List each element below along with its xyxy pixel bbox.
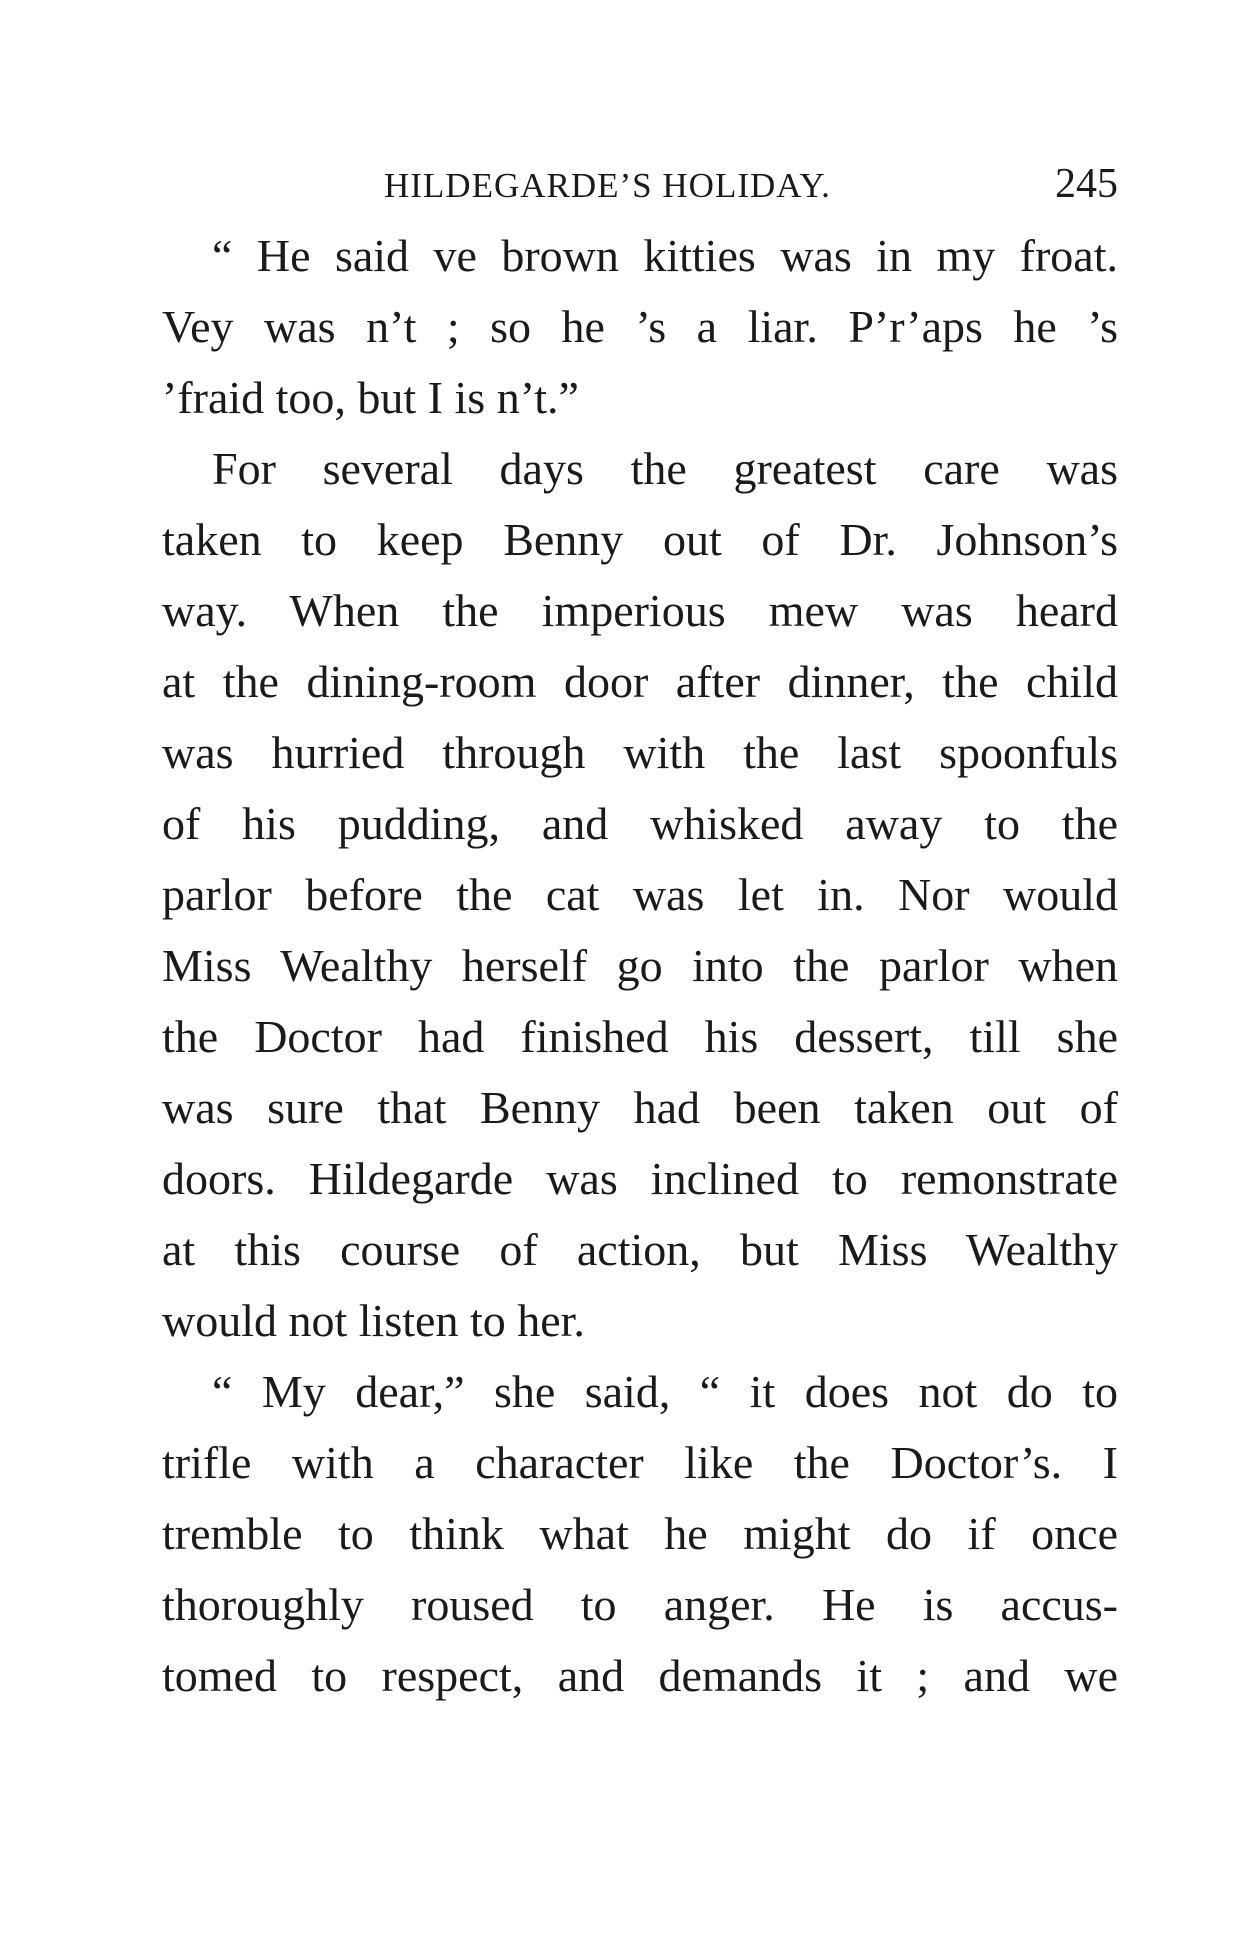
running-head bbox=[162, 160, 1118, 216]
paragraph bbox=[162, 433, 1118, 1356]
text-line: parlor before the cat was let in. Nor would bbox=[162, 869, 1118, 920]
text-line: was sure that Benny had been taken out of bbox=[162, 1082, 1118, 1133]
text-line: For several days the greatest care was bbox=[212, 443, 1118, 494]
text-line: was hurried through with the last spoonfuls bbox=[162, 727, 1118, 778]
text-line: doors. Hildegarde was inclined to remonstrate bbox=[162, 1153, 1118, 1204]
text-line: of his pudding, and whisked away to the bbox=[162, 798, 1118, 849]
text-line: tremble to think what he might do if once bbox=[162, 1508, 1118, 1559]
text-line: the Doctor had finished his dessert, till she bbox=[162, 1011, 1118, 1062]
paragraph bbox=[162, 220, 1118, 433]
text-line: tomed to respect, and demands it ; and we bbox=[162, 1650, 1118, 1701]
text-line: at this course of action, but Miss Wealthy bbox=[162, 1224, 1118, 1275]
text-line: Miss Wealthy herself go into the parlor when bbox=[162, 940, 1118, 991]
text-line: taken to keep Benny out of Dr. Johnson’s bbox=[162, 514, 1118, 565]
body-text bbox=[162, 220, 1118, 1711]
text-line: would not listen to her. bbox=[162, 1295, 585, 1346]
text-line: Vey was n’t ; so he ’s a liar. P’r’aps he ’s bbox=[162, 301, 1118, 352]
text-line: “ He said ve brown kitties was in my froat. bbox=[212, 230, 1118, 281]
text-line: at the dining-room door after dinner, the child bbox=[162, 656, 1118, 707]
running-title: HILDEGARDE’S HOLIDAY. bbox=[384, 166, 831, 205]
page-number: 245 bbox=[1055, 161, 1118, 207]
text-line: ’fraid too, but I is n’t.” bbox=[162, 372, 579, 423]
paragraph bbox=[162, 1356, 1118, 1711]
text-line: trifle with a character like the Doctor’s. I bbox=[162, 1437, 1118, 1488]
text-line: “ My dear,” she said, “ it does not do to bbox=[212, 1366, 1118, 1417]
text-line: thoroughly roused to anger. He is accus- bbox=[162, 1579, 1118, 1630]
text-line: way. When the imperious mew was heard bbox=[162, 585, 1118, 636]
